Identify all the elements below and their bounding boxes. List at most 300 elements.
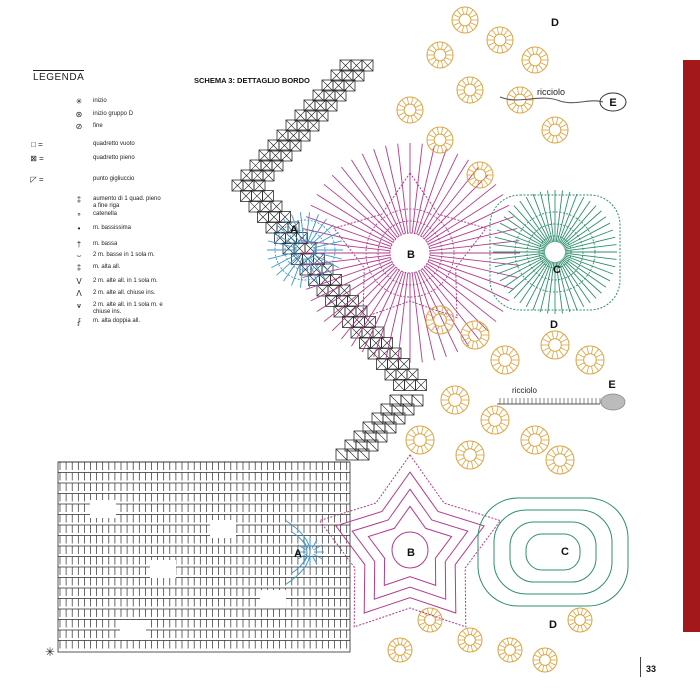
legend-symbol: • bbox=[77, 224, 81, 233]
motif-d-spoke bbox=[561, 446, 563, 454]
motif-d-spoke bbox=[585, 622, 591, 625]
motif-spoke bbox=[428, 262, 509, 301]
motif-spoke bbox=[324, 184, 394, 240]
legend-symbol: ✳ bbox=[75, 97, 83, 106]
motif-d-spoke bbox=[435, 622, 441, 625]
motif-spoke bbox=[311, 262, 392, 301]
motif-d-spoke bbox=[551, 465, 556, 471]
motif-c-contour bbox=[494, 510, 612, 594]
motif-d-spoke bbox=[481, 162, 483, 169]
motif-d-spoke bbox=[471, 461, 473, 469]
motif-b-lower-star bbox=[368, 506, 451, 585]
motif-d-spoke bbox=[505, 43, 511, 46]
motif-d-spoke bbox=[466, 26, 468, 33]
motif-d-spoke bbox=[556, 351, 558, 359]
motif-d-spoke bbox=[581, 625, 582, 631]
motif-d-spoke bbox=[458, 84, 464, 87]
motif-d-spoke bbox=[511, 363, 518, 366]
motif-d-spoke bbox=[467, 628, 468, 634]
motif-d-spoke bbox=[504, 45, 508, 51]
motif-spoke bbox=[428, 205, 509, 244]
legend-label: 2 m. alte all. in 1 sola m. bbox=[93, 278, 158, 284]
motif-d-ring bbox=[575, 615, 586, 626]
motif-d-spoke bbox=[415, 104, 421, 107]
motif-d-spoke bbox=[441, 146, 443, 153]
motif-d-spoke bbox=[407, 116, 409, 123]
motif-d-spoke bbox=[397, 638, 398, 644]
motif-d-spoke bbox=[492, 45, 496, 51]
motif-spoke bbox=[351, 160, 399, 236]
motif-label-d: D bbox=[550, 319, 558, 331]
motif-d-spoke bbox=[496, 426, 498, 434]
legend-symbol: ⩛ bbox=[76, 301, 82, 310]
motif-d-spoke bbox=[444, 325, 449, 331]
motif-d-spoke bbox=[466, 7, 468, 14]
motif-d-spoke bbox=[517, 87, 519, 94]
motif-d-spoke bbox=[546, 648, 547, 654]
legend-symbol: ‡ bbox=[76, 263, 82, 272]
motif-d-spoke bbox=[426, 434, 433, 437]
motif-d-spoke bbox=[484, 165, 488, 171]
motif-d-spoke bbox=[461, 394, 468, 397]
motif-d-top bbox=[467, 162, 493, 188]
motif-d-spoke bbox=[466, 324, 471, 330]
motif-d-spoke bbox=[504, 30, 508, 36]
motif-d-spoke bbox=[546, 334, 551, 340]
motif-d-spoke bbox=[594, 349, 599, 355]
motif-d-ring bbox=[404, 104, 416, 116]
motif-d-spoke bbox=[559, 135, 563, 141]
motif-d-spoke bbox=[431, 325, 436, 331]
motif-d-spoke bbox=[581, 349, 586, 355]
motif-c-upper-spokes bbox=[493, 190, 617, 314]
motif-d-spoke bbox=[462, 95, 466, 101]
motif-d-ring bbox=[529, 434, 542, 447]
motif-d-spoke bbox=[539, 445, 544, 451]
motif-d-spoke bbox=[481, 181, 483, 188]
motif-d-spoke bbox=[481, 329, 488, 332]
motif-d-spoke bbox=[543, 133, 549, 136]
motif-d-spoke bbox=[561, 348, 568, 351]
motif-d-spoke bbox=[499, 645, 505, 648]
motif-d-spoke bbox=[573, 611, 577, 616]
motif-d-spoke bbox=[431, 608, 432, 614]
ricciolo-label-upper: ricciolo bbox=[537, 87, 566, 97]
motif-d-ring bbox=[494, 34, 506, 46]
motif-d-spoke bbox=[566, 454, 573, 457]
motif-d-spoke bbox=[499, 652, 505, 655]
motif-spoke bbox=[277, 255, 299, 275]
motif-d-spoke bbox=[561, 339, 568, 342]
block-gap bbox=[150, 560, 176, 578]
motif-d-spoke bbox=[506, 366, 508, 374]
motif-d-spoke bbox=[534, 655, 540, 658]
motif-d-spoke bbox=[542, 348, 549, 351]
motif-d-spoke bbox=[513, 641, 517, 646]
motif-d-spoke bbox=[591, 346, 593, 354]
motif-d-ring bbox=[464, 84, 476, 96]
motif-d-spoke bbox=[551, 449, 556, 455]
motif-d-bottom bbox=[568, 608, 592, 632]
motif-d-spoke bbox=[462, 80, 466, 86]
motif-d-spoke bbox=[442, 403, 449, 406]
motif-d-middle bbox=[481, 406, 509, 434]
motif-d-spoke bbox=[468, 169, 474, 172]
motif-d-spoke bbox=[437, 127, 439, 134]
motif-d-top bbox=[487, 27, 513, 53]
motif-d-spoke bbox=[457, 10, 461, 16]
motif-d-ring bbox=[465, 635, 476, 646]
motif-d-bottom bbox=[388, 638, 412, 662]
motif-d-spoke bbox=[411, 445, 416, 451]
motif-d-spoke bbox=[536, 66, 538, 73]
motif-d-ring bbox=[474, 169, 486, 181]
motif-spoke bbox=[426, 184, 496, 240]
motif-label-b: B bbox=[407, 249, 415, 261]
legend-symbol: Λ bbox=[76, 289, 82, 298]
motif-d-spoke bbox=[405, 645, 411, 648]
motif-d-spoke bbox=[486, 425, 491, 431]
motif-d-spoke bbox=[411, 116, 413, 123]
page-number-divider bbox=[640, 657, 641, 677]
motif-d-spoke bbox=[501, 27, 503, 34]
motif-d-spoke bbox=[566, 463, 573, 466]
motif-d-middle bbox=[456, 441, 484, 469]
motif-d-spoke bbox=[540, 63, 546, 66]
motif-c-contour bbox=[478, 498, 628, 606]
motif-d-spoke bbox=[432, 60, 436, 66]
motif-d-spoke bbox=[539, 65, 543, 71]
motif-label-c: C bbox=[561, 546, 569, 558]
motif-d-spoke bbox=[548, 664, 552, 669]
motif-d-middle bbox=[541, 331, 569, 359]
block-gap bbox=[210, 520, 236, 538]
motif-d-spoke bbox=[557, 446, 559, 454]
motif-d-spoke bbox=[474, 444, 479, 450]
motif-d-spoke bbox=[492, 30, 496, 36]
motif-d-spoke bbox=[441, 326, 443, 334]
motif-d-spoke bbox=[471, 441, 473, 449]
motif-d-spoke bbox=[511, 354, 518, 357]
motif-d-spoke bbox=[393, 641, 397, 646]
block-gap bbox=[260, 590, 286, 608]
legend-label: catenella bbox=[93, 211, 118, 217]
motif-d-ring bbox=[464, 449, 477, 462]
motif-d-spoke bbox=[424, 445, 429, 451]
motif-d-spoke bbox=[471, 96, 473, 103]
motif-d-spoke bbox=[474, 460, 479, 466]
motif-d-spoke bbox=[501, 423, 508, 426]
legend-label: inizio bbox=[93, 98, 107, 104]
motif-d-spoke bbox=[524, 105, 528, 111]
motif-d-spoke bbox=[461, 460, 466, 466]
motif-d-spoke bbox=[585, 615, 591, 618]
motif-d-top bbox=[542, 117, 568, 143]
motif-d-spoke bbox=[417, 446, 419, 454]
legend-label: punto gigliuccio bbox=[93, 176, 135, 182]
motif-d-spoke bbox=[506, 346, 508, 354]
motif-d-spoke bbox=[511, 638, 512, 644]
motif-d-spoke bbox=[462, 26, 464, 33]
legend-symbol: □ = bbox=[31, 140, 43, 149]
motif-spoke bbox=[351, 270, 399, 346]
motif-d-spoke bbox=[453, 14, 459, 17]
motif-d-spoke bbox=[503, 654, 507, 659]
motif-d-spoke bbox=[536, 426, 538, 434]
motif-d-spoke bbox=[591, 366, 593, 374]
legend-label: quadretto pieno bbox=[93, 155, 135, 161]
motif-d-spoke bbox=[559, 334, 564, 340]
motif-d-spoke bbox=[581, 608, 582, 614]
motif-d-spoke bbox=[469, 25, 473, 31]
motif-d-spoke bbox=[502, 346, 504, 354]
motif-d-spoke bbox=[470, 14, 476, 17]
motif-d-spoke bbox=[402, 100, 406, 106]
legend-label: fine bbox=[93, 123, 103, 129]
motif-d-ring bbox=[554, 454, 567, 467]
motif-d-spoke bbox=[569, 622, 575, 625]
page-edge-bar bbox=[683, 60, 700, 632]
motif-outline bbox=[368, 506, 451, 585]
motif-d-spoke bbox=[536, 47, 538, 54]
motif-d-spoke bbox=[444, 130, 448, 136]
motif-d-spoke bbox=[421, 446, 423, 454]
legend-symbol: ⨏ bbox=[76, 317, 82, 326]
motif-d-spoke bbox=[453, 23, 459, 26]
motif-d-spoke bbox=[472, 341, 474, 349]
motif-d-spoke bbox=[522, 434, 529, 437]
motif-d-spoke bbox=[546, 665, 547, 671]
motif-d-spoke bbox=[471, 628, 472, 634]
motif-label-c: C bbox=[553, 264, 561, 276]
motif-d-spoke bbox=[559, 350, 564, 356]
motif-d-spoke bbox=[539, 50, 543, 56]
motif-d-spoke bbox=[423, 624, 427, 629]
motif-d-spoke bbox=[541, 443, 548, 446]
motif-d-ring bbox=[434, 49, 446, 61]
motif-d-spoke bbox=[445, 49, 451, 52]
motif-d-spoke bbox=[542, 648, 543, 654]
motif-c-lower bbox=[478, 498, 628, 606]
motif-d-spoke bbox=[437, 42, 439, 49]
motif-d-spoke bbox=[402, 115, 406, 121]
filet-net-zigzag bbox=[232, 60, 427, 460]
motif-d-spoke bbox=[432, 45, 436, 51]
motif-d-spoke bbox=[511, 655, 512, 661]
legend-symbol: ⌣ bbox=[76, 251, 82, 260]
motif-d-spoke bbox=[501, 414, 508, 417]
legend-symbol: ⊠ = bbox=[30, 154, 44, 163]
motif-d-spoke bbox=[552, 117, 554, 124]
motif-d-spoke bbox=[471, 77, 473, 84]
motif-d-spoke bbox=[407, 97, 409, 104]
motif-d-spoke bbox=[538, 664, 542, 669]
motif-d-spoke bbox=[532, 66, 534, 73]
motif-d-spoke bbox=[441, 127, 443, 134]
block-gap bbox=[120, 620, 146, 638]
legend-label: m. alta all. bbox=[93, 264, 121, 270]
motif-d-spoke bbox=[577, 608, 578, 614]
motif-d-bottom bbox=[533, 648, 557, 672]
motif-d-spoke bbox=[467, 441, 469, 449]
motif-d-spoke bbox=[482, 414, 489, 417]
motif-label-e: E bbox=[608, 379, 616, 391]
block-gap bbox=[90, 500, 116, 518]
motif-spoke bbox=[311, 205, 392, 244]
motif-d-spoke bbox=[431, 625, 432, 631]
motif-d-spoke bbox=[463, 644, 467, 649]
motif-d-spoke bbox=[456, 406, 458, 414]
motif-d-spoke bbox=[444, 60, 448, 66]
motif-d-spoke bbox=[538, 651, 542, 656]
legend-label: m. alta doppia all. bbox=[93, 318, 141, 324]
motif-d-spoke bbox=[482, 423, 489, 426]
motif-d-spoke bbox=[473, 631, 477, 636]
motif-d-top bbox=[427, 127, 453, 153]
motif-d-spoke bbox=[467, 645, 468, 651]
motif-d-spoke bbox=[474, 80, 478, 86]
motif-d-spoke bbox=[543, 124, 549, 127]
motif-d-spoke bbox=[594, 365, 599, 371]
motif-d-spoke bbox=[540, 54, 546, 57]
motif-d-middle bbox=[441, 386, 469, 414]
motif-d-spoke bbox=[476, 341, 478, 349]
motif-d-spoke bbox=[462, 7, 464, 14]
motif-e-middle bbox=[497, 394, 625, 410]
motif-d-spoke bbox=[397, 655, 398, 661]
motif-d-spoke bbox=[492, 426, 494, 434]
motif-d-spoke bbox=[550, 655, 556, 658]
motif-d-spoke bbox=[526, 445, 531, 451]
motif-d-spoke bbox=[444, 45, 448, 51]
motif-d-spoke bbox=[475, 84, 481, 87]
motif-d-spoke bbox=[470, 23, 476, 26]
motif-d-spoke bbox=[428, 134, 434, 137]
motif-d-spoke bbox=[427, 625, 428, 631]
motif-d-spoke bbox=[532, 446, 534, 454]
motif-d-spoke bbox=[534, 662, 540, 665]
motif-d-spoke bbox=[552, 331, 554, 339]
motif-d-spoke bbox=[403, 654, 407, 659]
motif-d-ring bbox=[395, 645, 406, 656]
motif-d-spoke bbox=[419, 615, 425, 618]
motif-d-spoke bbox=[547, 463, 554, 466]
motif-d-spoke bbox=[417, 426, 419, 434]
motif-d-spoke bbox=[414, 100, 418, 106]
motif-d-spoke bbox=[509, 349, 514, 355]
motif-d-spoke bbox=[476, 449, 483, 452]
motif-d-spoke bbox=[513, 654, 517, 659]
motif-d-spoke bbox=[467, 77, 469, 84]
motif-d-spoke bbox=[492, 354, 499, 357]
motif-label-b: B bbox=[407, 547, 415, 559]
legend-symbol: ◸ = bbox=[30, 175, 44, 184]
motif-d-ring bbox=[549, 339, 562, 352]
legend-symbol: ∘ bbox=[76, 210, 82, 219]
motif-d-spoke bbox=[479, 340, 484, 346]
motif-d-spoke bbox=[459, 405, 464, 411]
motif-d-spoke bbox=[508, 103, 514, 106]
motif-d-spoke bbox=[573, 624, 577, 629]
motif-d-spoke bbox=[552, 136, 554, 143]
motif-d-spoke bbox=[542, 665, 543, 671]
motif-d-spoke bbox=[499, 425, 504, 431]
motif-d-spoke bbox=[441, 61, 443, 68]
motif-d-spoke bbox=[596, 363, 603, 366]
motif-d-spoke bbox=[431, 309, 436, 315]
motif-d-spoke bbox=[461, 403, 468, 406]
motif-spoke bbox=[427, 194, 503, 242]
legend-label: quadretto vuoto bbox=[93, 141, 135, 147]
motif-d-spoke bbox=[437, 61, 439, 68]
motif-d-spoke bbox=[527, 50, 531, 56]
motif-d-ring bbox=[434, 134, 446, 146]
motif-d-spoke bbox=[401, 638, 402, 644]
motif-d-spoke bbox=[484, 180, 488, 186]
motif-d-spoke bbox=[446, 323, 453, 326]
motif-d-spoke bbox=[522, 443, 529, 446]
motif-d-spoke bbox=[547, 454, 554, 457]
motif-d-spoke bbox=[492, 363, 499, 366]
motif-c-contour bbox=[526, 534, 580, 570]
motif-d-spoke bbox=[407, 443, 414, 446]
motif-d-spoke bbox=[475, 635, 481, 638]
motif-d-spoke bbox=[508, 94, 514, 97]
motif-d-spoke bbox=[427, 323, 434, 326]
motif-d-spoke bbox=[415, 113, 421, 116]
motif-d-spoke bbox=[405, 652, 411, 655]
motif-d-spoke bbox=[407, 434, 414, 437]
motif-d-spoke bbox=[401, 655, 402, 661]
motif-d-spoke bbox=[427, 608, 428, 614]
legend-symbol: ⊘ bbox=[75, 122, 83, 131]
motif-d-spoke bbox=[547, 135, 551, 141]
motif-e-oval bbox=[601, 394, 625, 410]
motif-d-spoke bbox=[398, 113, 404, 116]
motif-d-spoke bbox=[561, 466, 563, 474]
motif-d-spoke bbox=[559, 120, 563, 126]
motif-spoke bbox=[422, 167, 478, 237]
motif-d-spoke bbox=[458, 93, 464, 96]
motif-d-spoke bbox=[403, 641, 407, 646]
motif-d-spoke bbox=[515, 645, 521, 648]
motif-d-middle bbox=[546, 446, 574, 474]
motif-d-spoke bbox=[433, 611, 437, 616]
motif-d-spoke bbox=[446, 405, 451, 411]
motif-d-spoke bbox=[459, 635, 465, 638]
motif-d-spoke bbox=[389, 645, 395, 648]
motif-d-spoke bbox=[445, 58, 451, 61]
motif-spoke bbox=[426, 265, 496, 321]
motif-d-spoke bbox=[428, 49, 434, 52]
motif-d-spoke bbox=[445, 143, 451, 146]
motif-d-spoke bbox=[485, 178, 491, 181]
motif-d-spoke bbox=[536, 446, 538, 454]
ricciolo-chain bbox=[500, 97, 603, 103]
motif-d-middle bbox=[426, 306, 454, 334]
motif-d-spoke bbox=[532, 47, 534, 54]
motif-d-spoke bbox=[433, 624, 437, 629]
motif-d-spoke bbox=[467, 96, 469, 103]
motif-spoke bbox=[427, 264, 503, 312]
motif-d-spoke bbox=[521, 87, 523, 94]
ricciolo-label-middle: ricciolo bbox=[512, 386, 537, 395]
motif-d-ring bbox=[505, 645, 516, 656]
motif-d-top bbox=[452, 7, 478, 33]
motif-d-spoke bbox=[461, 444, 466, 450]
motif-d-spoke bbox=[547, 120, 551, 126]
motif-d-spoke bbox=[507, 655, 508, 661]
